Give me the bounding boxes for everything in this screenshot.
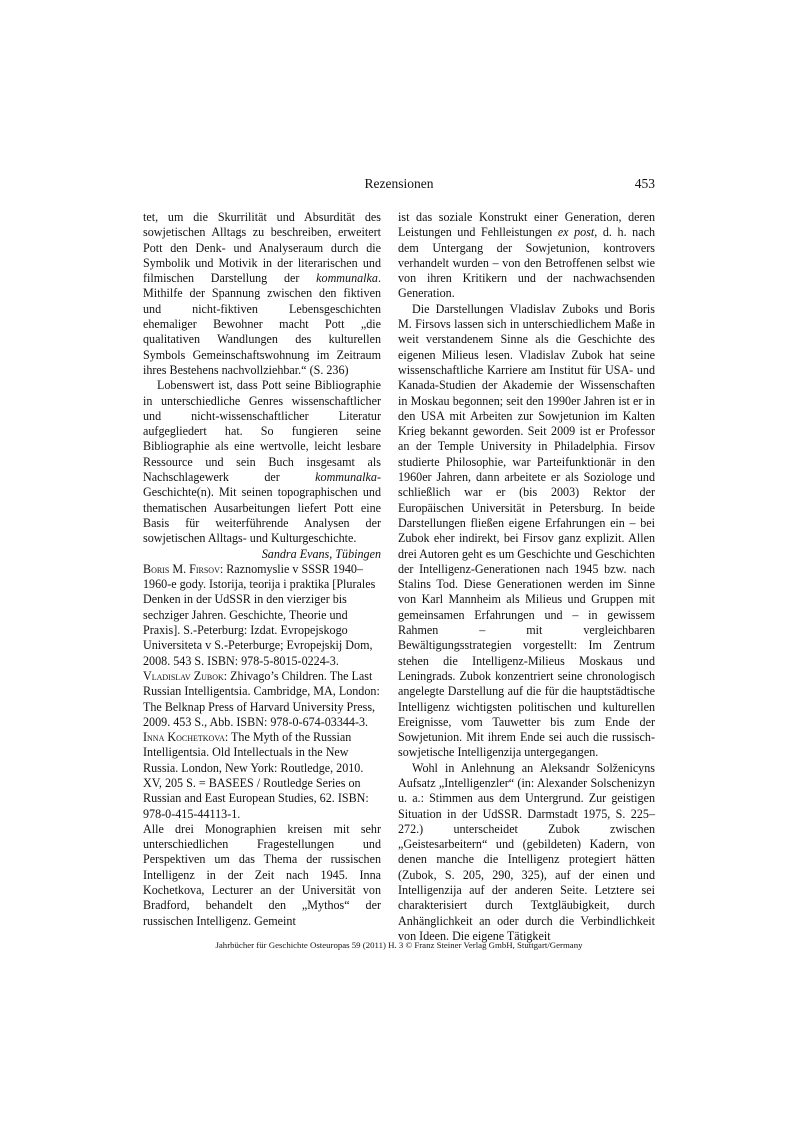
text: ist das soziale Konstrukt einer Generation, deren Leistungen und Fehlleistungen	[398, 210, 655, 240]
emphasis: kommunalka	[316, 271, 378, 286]
paragraph: Wohl in Anlehnung an Aleksandr Solženicyns Aufsatz „Intelligenzler“ (in: Alexander Solschenizyn u. a.: Stimmen aus dem Untergrund. Zur geistigen Situation in der UdSSR. Darmstadt 1975, S. 225–272.) unterscheidet Zubok zwischen „Geistesarbeitern“ und (gebildeten) Kadern, von denen manche die Intelligenz protegiert hätten (Zubok, S. 205, 290, 325), auf der einen und Intelligenzija auf der anderen Seite. Letztere sei charakterisiert durch Textgläubigkeit, durch Anhänglichkeit an oder durch die Verbindlichkeit von Ideen. Die eigene Tätigkeit	[398, 760, 655, 943]
book-entry	[143, 730, 381, 822]
right-column	[398, 210, 655, 944]
book-entry	[143, 669, 381, 730]
emphasis: ex post	[557, 225, 595, 240]
book-citation: : The Myth of the Russian Intelligentsia. Old Intellectuals in the New Russia. London, New York: Routledge, 2010. XV, 205 S. = BASEES / Routledge Series on Russian and East European Studies, 62. ISBN: 978-0-415-44113-1.	[143, 730, 369, 821]
page-number: 453	[634, 176, 655, 191]
text: , d. h. nach dem Untergang der Sowjetunion, kontrovers verhandelt wurden – von den Betroffenen selbst wie von ihren Kritikern und der nachwachsenden Generation.	[398, 225, 655, 301]
paragraph	[143, 378, 381, 546]
section-title: Rezensionen	[364, 176, 434, 191]
paragraph	[398, 210, 655, 302]
text: -Geschichte(n). Mit seinen topographischen und thematischen Ausarbeitungen liefert Pott eine Basis für weiterführende Analysen der sowjetischen Alltags- und Kulturgeschichte.	[143, 470, 381, 546]
paragraph	[143, 210, 381, 378]
text: . Mithilfe der Spannung zwischen den fiktiven und nicht-fiktiven Lebensgeschichten ehemaliger Bewohner macht Pott „die qualitativen Wandlungen des kulturellen Symbols Gemeinschaftswohnung im Zeitraum ihres Bestehens nachvollziehbar.“ (S. 236)	[143, 271, 381, 377]
text: Lobenswert ist, dass Pott seine Bibliographie in unterschiedliche Genres wissenschaftlicher und nicht-wissenschaftlicher Literatur aufgegliedert hat. So fungieren seine Bibliographie als eine wertvolle, leicht lesbare Ressource und sein Buch insgesamt als Nachschlagewerk der	[143, 378, 381, 485]
book-citation: : Raznomyslie v SSSR 1940–1960-e gody. Istorija, teorija i praktika [Plurales Denken in der UdSSR in den vierziger bis sechziger Jahren. Geschichte, Theorie und Praxis]. S.-Peterburg: Izdat. Evropejskogo Universiteta v S.-Peterburge; Evropejskij Dom, 2008. 543 S. ISBN: 978-5-8015-0224-3.	[143, 561, 376, 668]
book-author: Vladislav Zubok	[143, 668, 224, 683]
book-author: Boris M. Firsov	[143, 561, 220, 576]
paragraph: Alle drei Monographien kreisen mit sehr unterschiedlichen Fragestellungen und Perspektiven um das Thema der russischen Intelligenz in der Zeit nach 1945. Inna Kochetkova, Lecturer an der Universität von Bradford, behandelt den „Mythos“ der russischen Intelligenz. Gemeint	[143, 821, 381, 928]
book-citation: : Zhivago’s Children. The Last Russian Intelligentsia. Cambridge, MA, London: The Belknap Press of Harvard University Press, 2009. 453 S., Abb. ISBN: 978-0-674-03344-3.	[143, 668, 380, 729]
book-author: Inna Kochetkova	[143, 730, 225, 745]
left-column	[143, 210, 381, 929]
book-entry	[143, 562, 381, 669]
paragraph: Die Darstellungen Vladislav Zuboks und Boris M. Firsovs lassen sich in unterschiedlichem Maße in weit verstandenem Sinne als die Geschichte des eigenen Milieus lesen. Vladislav Zubok hat seine wissenschaftliche Karriere am Institut für USA- und Kanada-Studien der Akademie der Wissenschaften in Moskau begonnen; seit den 1990er Jahren ist er in den USA mit Arbeiten zur Sowjetunion im Kalten Krieg bekannt geworden. Seit 2009 ist er Professor an der Temple University in Philadelphia. Firsov studierte Philosophie, war Parteifunktionär in den 1960er Jahren, dann arbeitete er als Soziologe und schließlich war er (bis 2003) Rektor der Europäischen Universität in Petersburg. In beide Darstellungen fließen eigene Erfahrungen ein – bei Zubok eher indirekt, bei Firsov ganz explizit. Allen drei Autoren geht es um Geschichte und Geschichten der Intelligenz-Generationen nach 1945 bzw. nach Stalins Tod. Diese Generationen werden im Sinne von Karl Mannheim als Milieus und Gruppen mit gemeinsamen Erfahrungen und – in gewissem Rahmen – mit vergleichbaren Bewältigungsstrategien vorgestellt: Im Zentrum stehen die Intelligenz-Milieus Moskaus und Leningrads. Zubok konzentriert seine chronologisch angelegte Darstellung auf die für die hauptstädtische Intelligenz wichtigsten politischen und kulturellen Ereignisse, vom Tauwetter bis zum Ende der Sowjetunion. Mit ihrem Ende sei auch die russisch-sowjetische Intelligenzija untergegangen.	[398, 301, 655, 760]
page-footer: Jahrbücher für Geschichte Osteuropas 59 (2011) H. 3 © Franz Steiner Verlag GmbH, Stuttgart/Germany	[215, 940, 583, 950]
running-header	[143, 176, 655, 196]
emphasis: kommunalka	[315, 470, 377, 485]
reviewer-signature: Sandra Evans, Tübingen	[261, 546, 381, 561]
text: tet, um die Skurrilität und Absurdität des sowjetischen Alltags zu beschreiben, erweitert Pott den Denk- und Analyseraum durch die Symbolik und Motivik in der literarischen und filmischen Darstellung der	[143, 210, 381, 286]
